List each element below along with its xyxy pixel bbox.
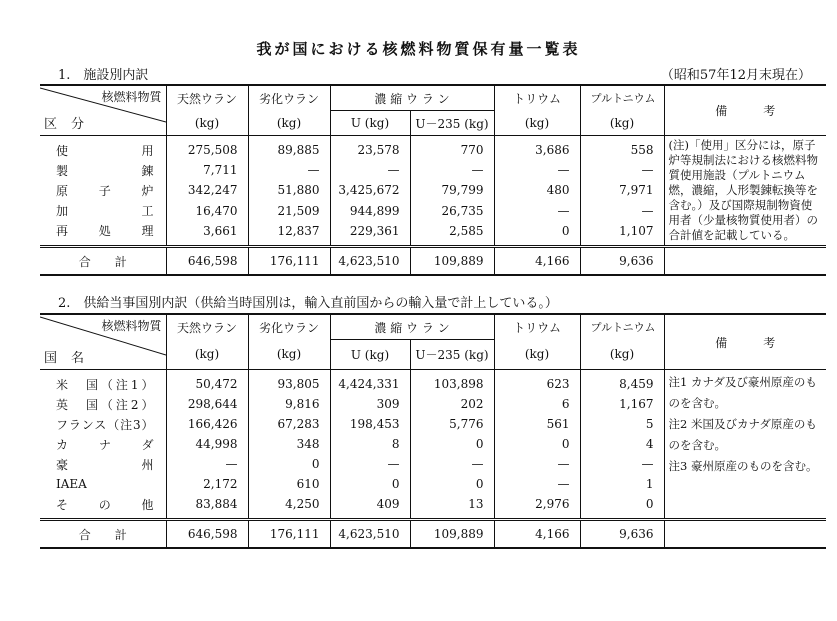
page-title: 我が国における核燃料物質保有量一覧表 xyxy=(256,40,581,58)
cell-value: 8,459 xyxy=(580,370,664,395)
cell-value: 7,711 xyxy=(166,160,248,180)
cell-value: 2,172 xyxy=(166,474,248,494)
cell-value: — xyxy=(330,454,410,474)
row-label: カナダ xyxy=(40,434,166,454)
cell-value: 558 xyxy=(580,136,664,161)
cell-value: 770 xyxy=(410,136,494,161)
cell-value: 0 xyxy=(580,494,664,520)
cell-value: 342,247 xyxy=(166,180,248,200)
col-header-depleted-uranium: 劣化ウラン xyxy=(248,85,330,111)
cell-value: 7,971 xyxy=(580,180,664,200)
cell-value: 23,578 xyxy=(330,136,410,161)
cell-value: 93,805 xyxy=(248,370,330,395)
cell-value: 44,998 xyxy=(166,434,248,454)
cell-value: 480 xyxy=(494,180,580,200)
total-value: 9,636 xyxy=(580,520,664,549)
table2-corner xyxy=(40,314,166,370)
note-1: 注1 カナダ及び豪州原産のものを含む。 xyxy=(668,375,817,410)
cell-value: 0 xyxy=(410,434,494,454)
total-label: 合 計 xyxy=(40,520,166,549)
cell-value: — xyxy=(580,201,664,221)
col-header-remarks: 備 考 xyxy=(664,314,826,370)
cell-value: 0 xyxy=(248,454,330,474)
cell-value: 103,898 xyxy=(410,370,494,395)
cell-value: — xyxy=(494,454,580,474)
cell-value: 2,585 xyxy=(410,221,494,247)
unit-natural: (kg) xyxy=(166,111,248,136)
row-label: 加工 xyxy=(40,201,166,221)
cell-value: 5,776 xyxy=(410,414,494,434)
col-header-remarks: 備 考 xyxy=(664,85,826,136)
cell-value: 944,899 xyxy=(330,201,410,221)
cell-value: 623 xyxy=(494,370,580,395)
total-value: 4,623,510 xyxy=(330,247,410,276)
cell-value: 4,424,331 xyxy=(330,370,410,395)
cell-value: 21,509 xyxy=(248,201,330,221)
cell-value: — xyxy=(410,454,494,474)
row-label: 米 国（注1） xyxy=(40,370,166,395)
cell-value: — xyxy=(330,160,410,180)
row-label: IAEA xyxy=(40,474,166,494)
cell-value: 67,283 xyxy=(248,414,330,434)
cell-value: 3,686 xyxy=(494,136,580,161)
total-value: 109,889 xyxy=(410,520,494,549)
cell-value: 16,470 xyxy=(166,201,248,221)
cell-value: 2,976 xyxy=(494,494,580,520)
cell-value: 79,799 xyxy=(410,180,494,200)
cell-value: 51,880 xyxy=(248,180,330,200)
section2-heading: 2. 供給当事国別内訳（供給当時国別は，輸入直前国からの輸入量で計上している。） xyxy=(58,296,558,311)
cell-value: 0 xyxy=(494,434,580,454)
unit-enriched-u: U (kg) xyxy=(330,111,410,136)
cell-value: 298,644 xyxy=(166,394,248,414)
cell-value: 1,167 xyxy=(580,394,664,414)
cell-value: 4 xyxy=(580,434,664,454)
cell-value: 561 xyxy=(494,414,580,434)
unit-depleted: (kg) xyxy=(248,111,330,136)
total-value: 176,111 xyxy=(248,247,330,276)
unit-depleted: (kg) xyxy=(248,340,330,370)
cell-value: 309 xyxy=(330,394,410,414)
note-3: 注3 豪州原産のものを含む。 xyxy=(668,459,818,473)
cell-value: 0 xyxy=(330,474,410,494)
col-header-enriched-uranium: 濃 縮 ウ ラ ン xyxy=(330,85,494,111)
cell-value: — xyxy=(580,454,664,474)
cell-value: 0 xyxy=(410,474,494,494)
header-category: 区分 xyxy=(44,117,99,132)
header-country: 国名 xyxy=(44,351,99,366)
cell-value: 26,735 xyxy=(410,201,494,221)
cell-value: 202 xyxy=(410,394,494,414)
total-value: 176,111 xyxy=(248,520,330,549)
col-header-thorium: トリウム xyxy=(494,314,580,340)
total-value: 4,166 xyxy=(494,247,580,276)
col-header-depleted-uranium: 劣化ウラン xyxy=(248,314,330,340)
cell-value: — xyxy=(410,160,494,180)
table-row xyxy=(40,136,826,161)
cell-value: 13 xyxy=(410,494,494,520)
row-label: 英 国（注2） xyxy=(40,394,166,414)
row-label: 豪州 xyxy=(40,454,166,474)
total-value: 646,598 xyxy=(166,247,248,276)
cell-value: 83,884 xyxy=(166,494,248,520)
date-note: （昭和57年12月末現在） xyxy=(660,68,811,83)
row-label: 製錬 xyxy=(40,160,166,180)
cell-value: 198,453 xyxy=(330,414,410,434)
unit-enriched-u235: U－235 (kg) xyxy=(410,111,494,136)
cell-value: — xyxy=(580,160,664,180)
cell-value: 1,107 xyxy=(580,221,664,247)
col-header-plutonium: プルトニウム xyxy=(580,85,664,111)
total-value: 4,166 xyxy=(494,520,580,549)
row-label: その他 xyxy=(40,494,166,520)
cell-value: 229,361 xyxy=(330,221,410,247)
cell-value: — xyxy=(248,160,330,180)
cell-value: 9,816 xyxy=(248,394,330,414)
section1-heading: 1. 施設別内訳 xyxy=(58,68,149,83)
cell-value: 4,250 xyxy=(248,494,330,520)
row-label: 使用 xyxy=(40,136,166,161)
cell-value: 275,508 xyxy=(166,136,248,161)
total-label: 合 計 xyxy=(40,247,166,276)
table-row xyxy=(40,370,826,395)
cell-value: 12,837 xyxy=(248,221,330,247)
section2-notes xyxy=(664,370,826,520)
note-2: 注2 米国及びカナダ原産のものを含む。 xyxy=(668,417,817,452)
unit-plutonium: (kg) xyxy=(580,340,664,370)
cell-value: 6 xyxy=(494,394,580,414)
cell-value: 166,426 xyxy=(166,414,248,434)
total-value: 4,623,510 xyxy=(330,520,410,549)
total-value: 9,636 xyxy=(580,247,664,276)
table1-corner xyxy=(40,85,166,136)
cell-value: 409 xyxy=(330,494,410,520)
row-label: フランス（注3） xyxy=(40,414,166,434)
unit-thorium: (kg) xyxy=(494,340,580,370)
table-supplier-breakdown xyxy=(40,313,826,549)
cell-value: — xyxy=(166,454,248,474)
unit-plutonium: (kg) xyxy=(580,111,664,136)
col-header-thorium: トリウム xyxy=(494,85,580,111)
cell-value: — xyxy=(494,474,580,494)
total-row xyxy=(40,247,826,276)
empty-cell xyxy=(664,520,826,549)
unit-enriched-u235: U－235 (kg) xyxy=(410,340,494,370)
total-row xyxy=(40,520,826,549)
cell-value: — xyxy=(494,201,580,221)
cell-value: 89,885 xyxy=(248,136,330,161)
total-value: 646,598 xyxy=(166,520,248,549)
cell-value: 5 xyxy=(580,414,664,434)
col-header-natural-uranium: 天然ウラン xyxy=(166,85,248,111)
unit-thorium: (kg) xyxy=(494,111,580,136)
table-facility-breakdown xyxy=(40,84,826,276)
cell-value: 610 xyxy=(248,474,330,494)
col-header-enriched-uranium: 濃 縮 ウ ラ ン xyxy=(330,314,494,340)
cell-value: 8 xyxy=(330,434,410,454)
empty-cell xyxy=(664,247,826,276)
cell-value: 3,425,672 xyxy=(330,180,410,200)
total-value: 109,889 xyxy=(410,247,494,276)
cell-value: — xyxy=(494,160,580,180)
header-material: 核燃料物質 xyxy=(101,90,162,104)
unit-enriched-u: U (kg) xyxy=(330,340,410,370)
cell-value: 348 xyxy=(248,434,330,454)
cell-value: 1 xyxy=(580,474,664,494)
col-header-natural-uranium: 天然ウラン xyxy=(166,314,248,340)
row-label: 原子炉 xyxy=(40,180,166,200)
cell-value: 3,661 xyxy=(166,221,248,247)
unit-natural: (kg) xyxy=(166,340,248,370)
section1-note: (注)「使用」区分には，原子炉等規制法における核燃料物質使用施設（プルトニウム燃，濃縮，人形製錬転換等を含む。）及び国際規制物資使用者（少量核物質使用者）の合計値を記載している。 xyxy=(668,138,819,242)
header-material: 核燃料物質 xyxy=(101,319,162,333)
cell-value: 50,472 xyxy=(166,370,248,395)
cell-value: 0 xyxy=(494,221,580,247)
row-label: 再処理 xyxy=(40,221,166,247)
col-header-plutonium: プルトニウム xyxy=(580,314,664,340)
